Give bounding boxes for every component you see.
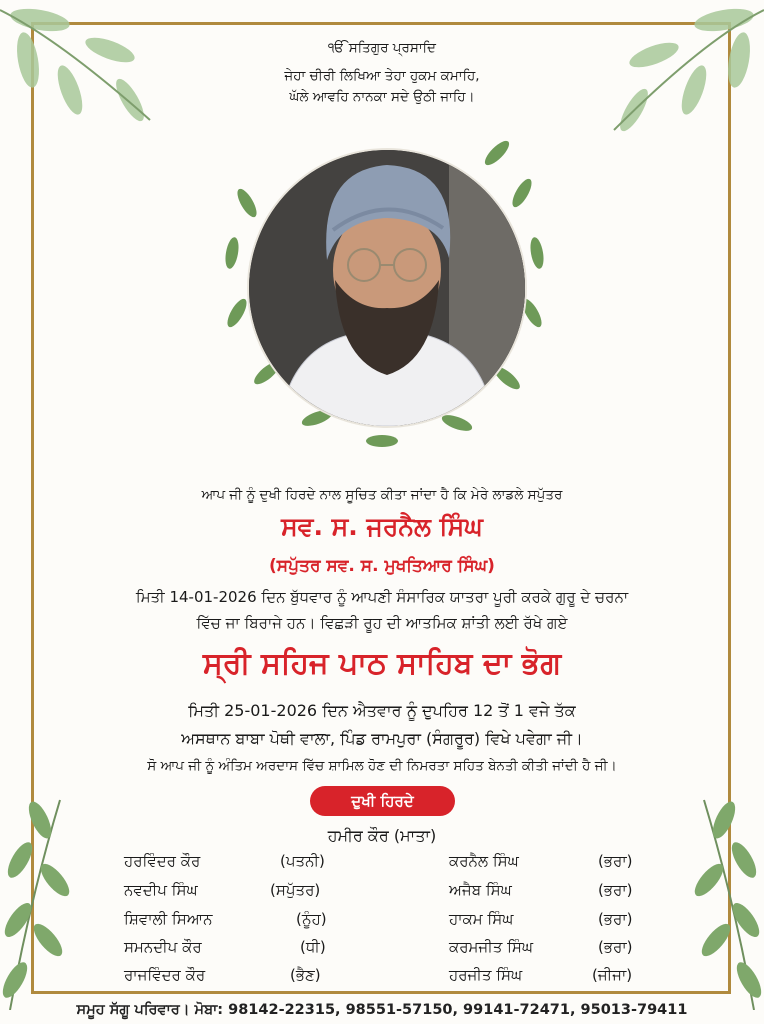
invocation: ੴ ਸਤਿਗੁਰ ਪ੍ਰਸਾਦਿ xyxy=(328,40,436,56)
family-left-relation: (ਧੀ) xyxy=(300,938,326,956)
family-right-name: ਕਰਮਜੀਤ ਸਿੰਘ xyxy=(449,938,534,956)
family-right-relation: (ਭਰਾ) xyxy=(598,938,633,956)
family-right-name: ਅਜੈਬ ਸਿੰਘ xyxy=(449,881,512,899)
leaf-decoration-bottom-left xyxy=(0,780,90,1010)
family-left-relation: (ਪਤਨੀ) xyxy=(280,852,325,870)
footer-contact: ਸਮੂਹ ਸੱਗੂ ਪਰਿਵਾਰ। ਮੋਬਾ: 98142-22315, 98551-57150, 99141-72471, 95013-79411 xyxy=(76,1002,688,1018)
portrait-photo xyxy=(247,148,527,428)
ceremony-title: ਸ੍ਰੀ ਸਹਿਜ ਪਾਠ ਸਾਹਿਬ ਦਾ ਭੋਗ xyxy=(202,646,562,681)
deceased-name: ਸਵ. ਸ. ਜਰਨੈਲ ਸਿੰਘ xyxy=(281,512,483,541)
family-right-relation: (ਜੀਜਾ) xyxy=(592,966,633,984)
family-head: ਹਮੀਰ ਕੌਰ (ਮਾਤਾ) xyxy=(327,826,437,845)
intro-line: ਆਪ ਜੀ ਨੂੰ ਦੁਖੀ ਹਿਰਦੇ ਨਾਲ ਸੂਚਿਤ ਕੀਤਾ ਜਾਂਦਾ ਹੈ ਕਿ ਮੇਰੇ ਲਾਡਲੇ ਸਪੁੱਤਰ xyxy=(201,487,563,503)
grieving-family-badge: ਦੁਖੀ ਹਿਰਦੇ xyxy=(310,786,455,816)
family-right-relation: (ਭਰਾ) xyxy=(598,852,633,870)
family-left-name: ਨਵਦੀਪ ਸਿੰਘ xyxy=(124,881,198,899)
family-right-name: ਹਾਕਮ ਸਿੰਘ xyxy=(449,910,514,928)
deceased-parentage: (ਸਪੁੱਤਰ ਸਵ. ਸ. ਮੁਖਤਿਆਰ ਸਿੰਘ) xyxy=(269,556,495,576)
family-left-name: ਹਰਵਿੰਦਰ ਕੌਰ xyxy=(124,852,201,870)
family-left-name: ਰਾਜਵਿੰਦਰ ਕੌਰ xyxy=(124,966,206,984)
verse-line-1: ਜੇਹਾ ਚੀਰੀ ਲਿਖਿਆ ਤੇਹਾ ਹੁਕਮ ਕਮਾਹਿ, xyxy=(284,68,480,84)
passing-line-1: ਮਿਤੀ 14-01-2026 ਦਿਨ ਬੁੱਧਵਾਰ ਨੂੰ ਆਪਣੀ ਸੰਸਾਰਿਕ ਯਾਤਰਾ ਪੂਰੀ ਕਰਕੇ ਗੁਰੂ ਦੇ ਚਰਨਾ xyxy=(135,588,629,606)
request-line: ਸੋ ਆਪ ਜੀ ਨੂੰ ਅੰਤਿਮ ਅਰਦਾਸ ਵਿੱਚ ਸ਼ਾਮਿਲ ਹੋਣ ਦੀ ਨਿਮਰਤਾ ਸਹਿਤ ਬੇਨਤੀ ਕੀਤੀ ਜਾਂਦੀ ਹੈ ਜੀ। xyxy=(147,758,617,774)
portrait-frame xyxy=(247,148,523,424)
leaf-decoration-bottom-right xyxy=(674,780,764,1010)
family-left-relation: (ਭੈਣ) xyxy=(290,966,321,984)
family-left-relation: (ਨੂੰਹ) xyxy=(296,910,327,928)
family-left-relation: (ਸਪੁੱਤਰ) xyxy=(270,881,321,899)
passing-line-2: ਵਿੱਚ ਜਾ ਬਿਰਾਜੇ ਹਨ। ਵਿਛੜੀ ਰੂਹ ਦੀ ਆਤਮਿਕ ਸ਼ਾਂਤੀ ਲਈ ਰੱਖੇ ਗਏ xyxy=(196,614,568,632)
family-left-name: ਸ਼ਿਵਾਲੀ ਸਿਆਨ xyxy=(124,910,213,928)
family-right-name: ਹਰਜੀਤ ਸਿੰਘ xyxy=(449,966,523,984)
ceremony-place: ਅਸਥਾਨ ਬਾਬਾ ਪੋਥੀ ਵਾਲਾ, ਪਿੰਡ ਰਾਮਪੁਰਾ (ਸੰਗਰੂਰ) ਵਿਖੇ ਪਵੇਗਾ ਜੀ। xyxy=(181,729,583,748)
ceremony-date: ਮਿਤੀ 25-01-2026 ਦਿਨ ਐਤਵਾਰ ਨੂੰ ਦੁਪਹਿਰ 12 ਤੋਂ 1 ਵਜੇ ਤੱਕ xyxy=(188,701,576,720)
verse-line-2: ਘੱਲੇ ਆਵਹਿ ਨਾਨਕਾ ਸਦੇ ਉਠੀ ਜਾਹਿ। xyxy=(289,89,475,105)
family-right-relation: (ਭਰਾ) xyxy=(598,910,633,928)
family-left-name: ਸਮਨਦੀਪ ਕੌਰ xyxy=(124,938,202,956)
family-right-name: ਕਰਨੈਲ ਸਿੰਘ xyxy=(449,852,519,870)
family-right-relation: (ਭਰਾ) xyxy=(598,881,633,899)
